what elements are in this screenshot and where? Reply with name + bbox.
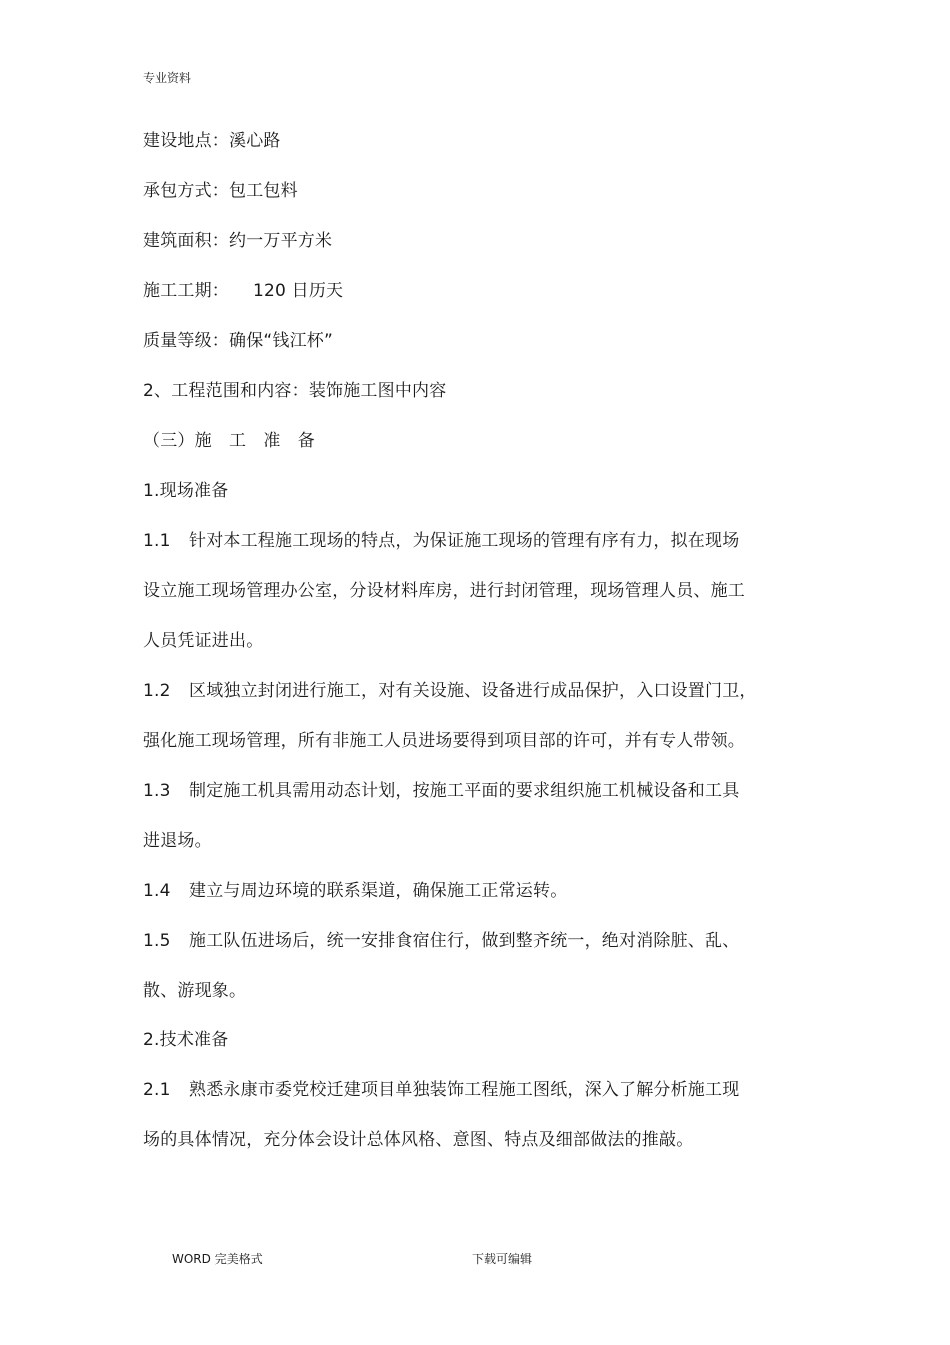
site-location-line: 建设地点：溪心路 bbox=[143, 131, 281, 151]
paragraph-line: 设立施工现场管理办公室，分设材料库房，进行封闭管理，现场管理人员、施工 bbox=[143, 581, 745, 601]
construction-period-line bbox=[143, 279, 343, 303]
subheading-site-preparation: 1.现场准备 bbox=[143, 481, 229, 501]
paragraph-line: 人员凭证进出。 bbox=[143, 631, 264, 651]
contract-method-line: 承包方式：包工包料 bbox=[143, 181, 298, 201]
paragraph-line bbox=[143, 679, 757, 703]
paragraph-text: 熟悉永康市委党校迁建项目单独装饰工程施工图纸，深入了解分析施工现 bbox=[189, 1080, 740, 1100]
item-number: 1.2 bbox=[143, 681, 171, 701]
item-number: 1.5 bbox=[143, 931, 171, 951]
footer-editable-note: 下载可编辑 bbox=[472, 1252, 533, 1266]
item-number: 1.1 bbox=[143, 531, 171, 551]
footer-format-note: WORD 完美格式 bbox=[172, 1252, 263, 1266]
paragraph-line: 进退场。 bbox=[143, 831, 212, 851]
item-number: 1.4 bbox=[143, 881, 171, 901]
paragraph-text: 制定施工机具需用动态计划，按施工平面的要求组织施工机械设备和工具 bbox=[189, 781, 740, 801]
scope-line: 2、工程范围和内容：装饰施工图中内容 bbox=[143, 381, 447, 401]
paragraph-line bbox=[143, 779, 739, 803]
item-number: 2.1 bbox=[143, 1080, 171, 1100]
paragraph-text: 施工队伍进场后，统一安排食宿住行，做到整齐统一，绝对消除脏、乱、 bbox=[189, 931, 740, 951]
subheading-technical-preparation: 2.技术准备 bbox=[143, 1030, 229, 1050]
item-number: 1.3 bbox=[143, 781, 171, 801]
paragraph-line bbox=[143, 879, 567, 903]
building-area-line: 建筑面积：约一万平方米 bbox=[143, 231, 333, 251]
quality-grade-line: 质量等级：确保“钱江杯” bbox=[143, 331, 334, 351]
construction-period-label: 施工工期： bbox=[143, 281, 229, 301]
paragraph-text: 区域独立封闭进行施工，对有关设施、设备进行成品保护，入口设置门卫， bbox=[189, 681, 757, 701]
paragraph-line bbox=[143, 1078, 739, 1102]
section-heading-preparation: （三）施 工 准 备 bbox=[143, 431, 315, 451]
paragraph-line bbox=[143, 929, 739, 953]
page-header: 专业资料 bbox=[143, 71, 192, 85]
paragraph-line: 场的具体情况，充分体会设计总体风格、意图、特点及细部做法的推敲。 bbox=[143, 1130, 694, 1150]
paragraph-line bbox=[143, 529, 739, 553]
paragraph-line: 强化施工现场管理，所有非施工人员进场要得到项目部的许可，并有专人带领。 bbox=[143, 731, 745, 751]
paragraph-text: 建立与周边环境的联系渠道，确保施工正常运转。 bbox=[189, 881, 568, 901]
construction-period-value: 120 日历天 bbox=[253, 281, 344, 301]
paragraph-line: 散、游现象。 bbox=[143, 981, 247, 1001]
paragraph-text: 针对本工程施工现场的特点，为保证施工现场的管理有序有力，拟在现场 bbox=[189, 531, 740, 551]
